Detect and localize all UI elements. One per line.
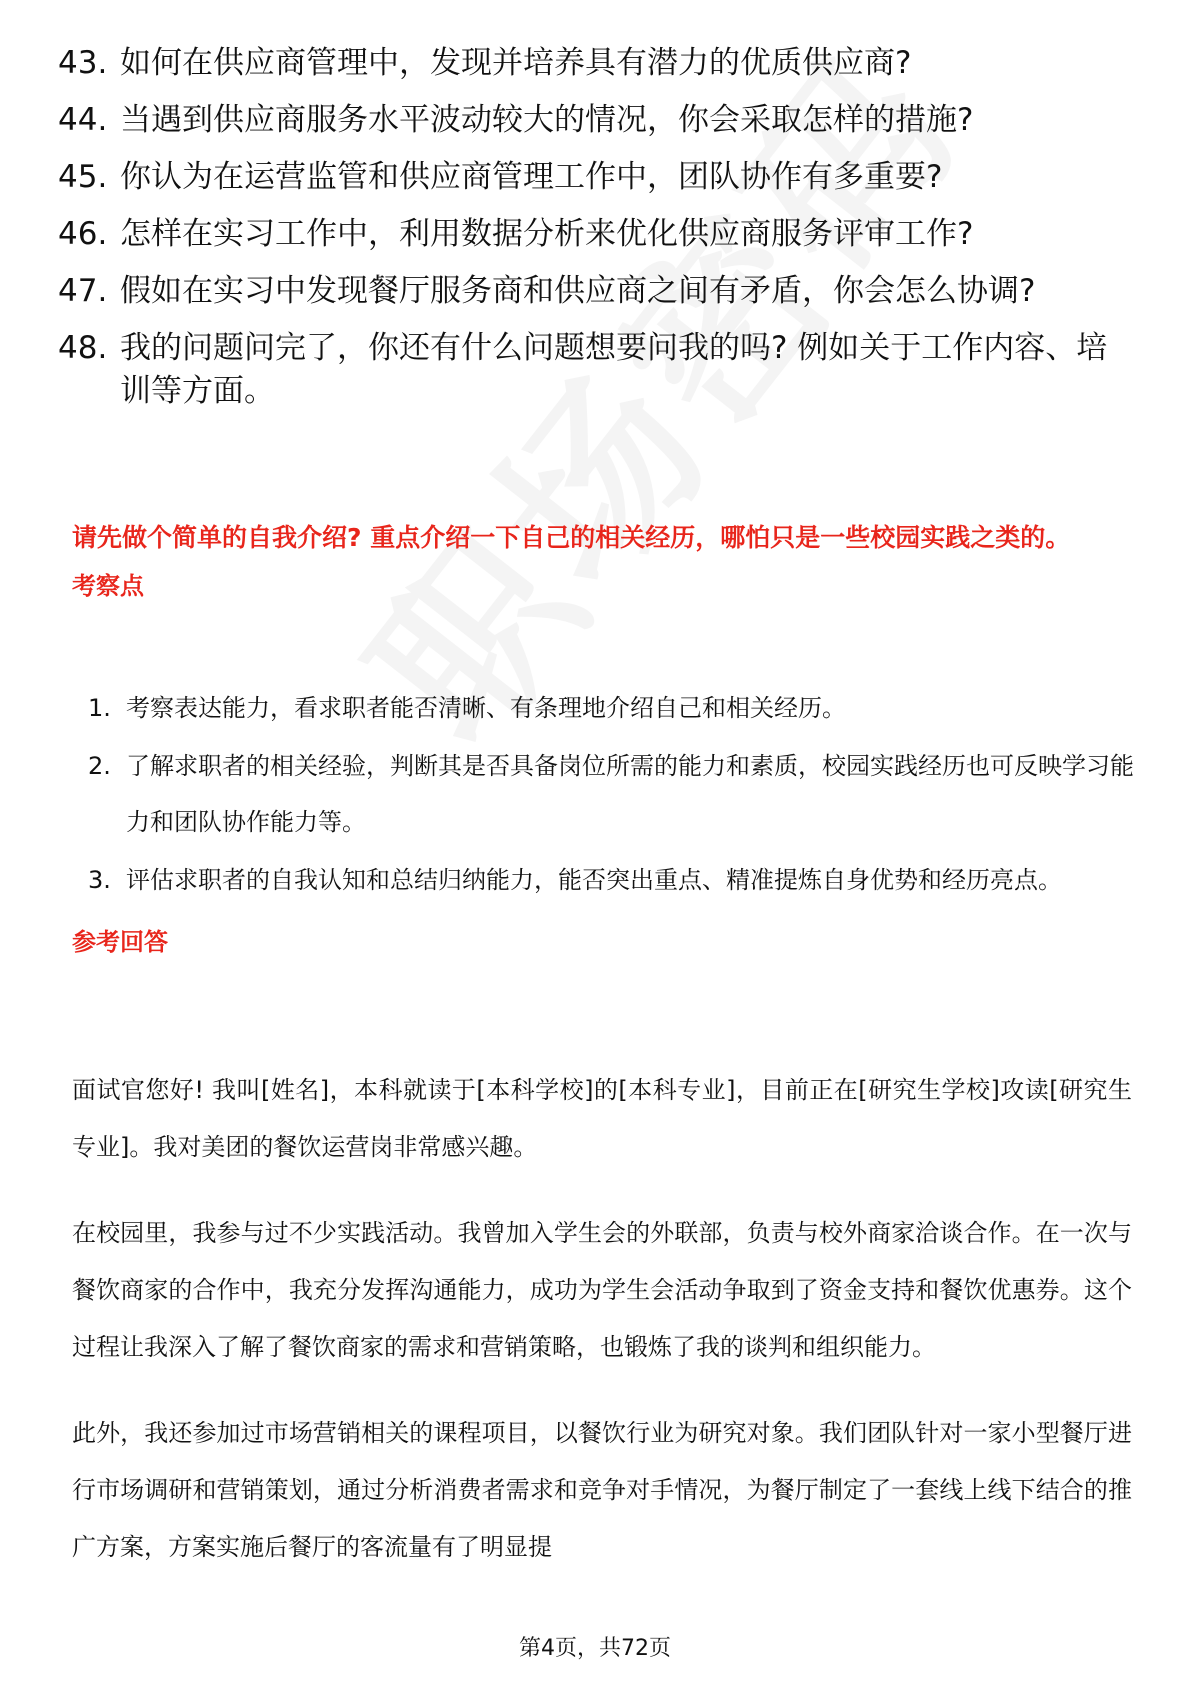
question-number: 43. — [58, 45, 108, 81]
question-item — [58, 270, 1138, 313]
exam-point-text: 考察表达能力，看求职者能否清晰、有条理地介绍自己和相关经历。 — [126, 694, 846, 722]
reference-answer-body — [72, 1062, 1132, 1605]
question-text: 我的问题问完了，你还有什么问题想要问我的吗? 例如关于工作内容、培训等方面。 — [120, 330, 1108, 409]
question-item — [58, 99, 1138, 142]
question-number: 44. — [58, 102, 108, 138]
exam-point-item — [72, 680, 1142, 736]
exam-point-text: 了解求职者的相关经验，判断其是否具备岗位所需的能力和素质，校园实践经历也可反映学习能力和团队协作能力等。 — [126, 752, 1134, 836]
question-text: 当遇到供应商服务水平波动较大的情况，你会采取怎样的措施? — [120, 102, 974, 138]
answer-paragraph: 此外，我还参加过市场营销相关的课程项目，以餐饮行业为研究对象。我们团队针对一家小型餐厅进行市场调研和营销策划，通过分析消费者需求和竞争对手情况，为餐厅制定了一套线上线下结合的推广方案，方案实施后餐厅的客流量有了明显提 — [72, 1419, 1132, 1561]
answer-paragraph: 面试官您好! 我叫[姓名]，本科就读于[本科学校]的[本科专业]，目前正在[研究生学校]攻读[研究生专业]。我对美团的餐饮运营岗非常感兴趣。 — [72, 1076, 1132, 1161]
question-number: 47. — [58, 273, 108, 309]
question-number: 48. — [58, 330, 108, 366]
exam-point-item — [72, 738, 1142, 850]
answer-paragraph: 在校园里，我参与过不少实践活动。我曾加入学生会的外联部，负责与校外商家洽谈合作。在一次与餐饮商家的合作中，我充分发挥沟通能力，成功为学生会活动争取到了资金支持和餐饮优惠券。这个过程让我深入了解了餐饮商家的需求和营销策略，也锻炼了我的谈判和组织能力。 — [72, 1219, 1132, 1361]
question-list — [58, 42, 1138, 427]
exam-point-number: 1. — [88, 694, 111, 722]
exam-point-number: 3. — [88, 866, 111, 894]
question-item — [58, 213, 1138, 256]
exam-point-number: 2. — [88, 752, 111, 780]
question-number: 46. — [58, 216, 108, 252]
question-item — [58, 156, 1138, 199]
question-text: 怎样在实习工作中，利用数据分析来优化供应商服务评审工作? — [120, 216, 974, 252]
interview-question-heading: 请先做个简单的自我介绍? 重点介绍一下自己的相关经历，哪怕只是一些校园实践之类的。 — [72, 523, 1071, 552]
question-item — [58, 327, 1138, 413]
exam-point-item — [72, 852, 1142, 908]
question-text: 你认为在运营监管和供应商管理工作中，团队协作有多重要? — [120, 159, 943, 195]
question-text: 假如在实习中发现餐厅服务商和供应商之间有矛盾，你会怎么协调? — [120, 273, 1036, 309]
reference-answer-title: 参考回答 — [72, 928, 168, 956]
page-footer: 第4页，共72页 — [519, 1636, 671, 1661]
exam-points-title: 考察点 — [72, 572, 144, 600]
question-text: 如何在供应商管理中，发现并培养具有潜力的优质供应商? — [120, 45, 912, 81]
exam-points-list — [72, 680, 1142, 910]
question-item — [58, 42, 1138, 85]
exam-point-text: 评估求职者的自我认知和总结归纳能力，能否突出重点、精准提炼自身优势和经历亮点。 — [126, 866, 1062, 894]
question-number: 45. — [58, 159, 108, 195]
